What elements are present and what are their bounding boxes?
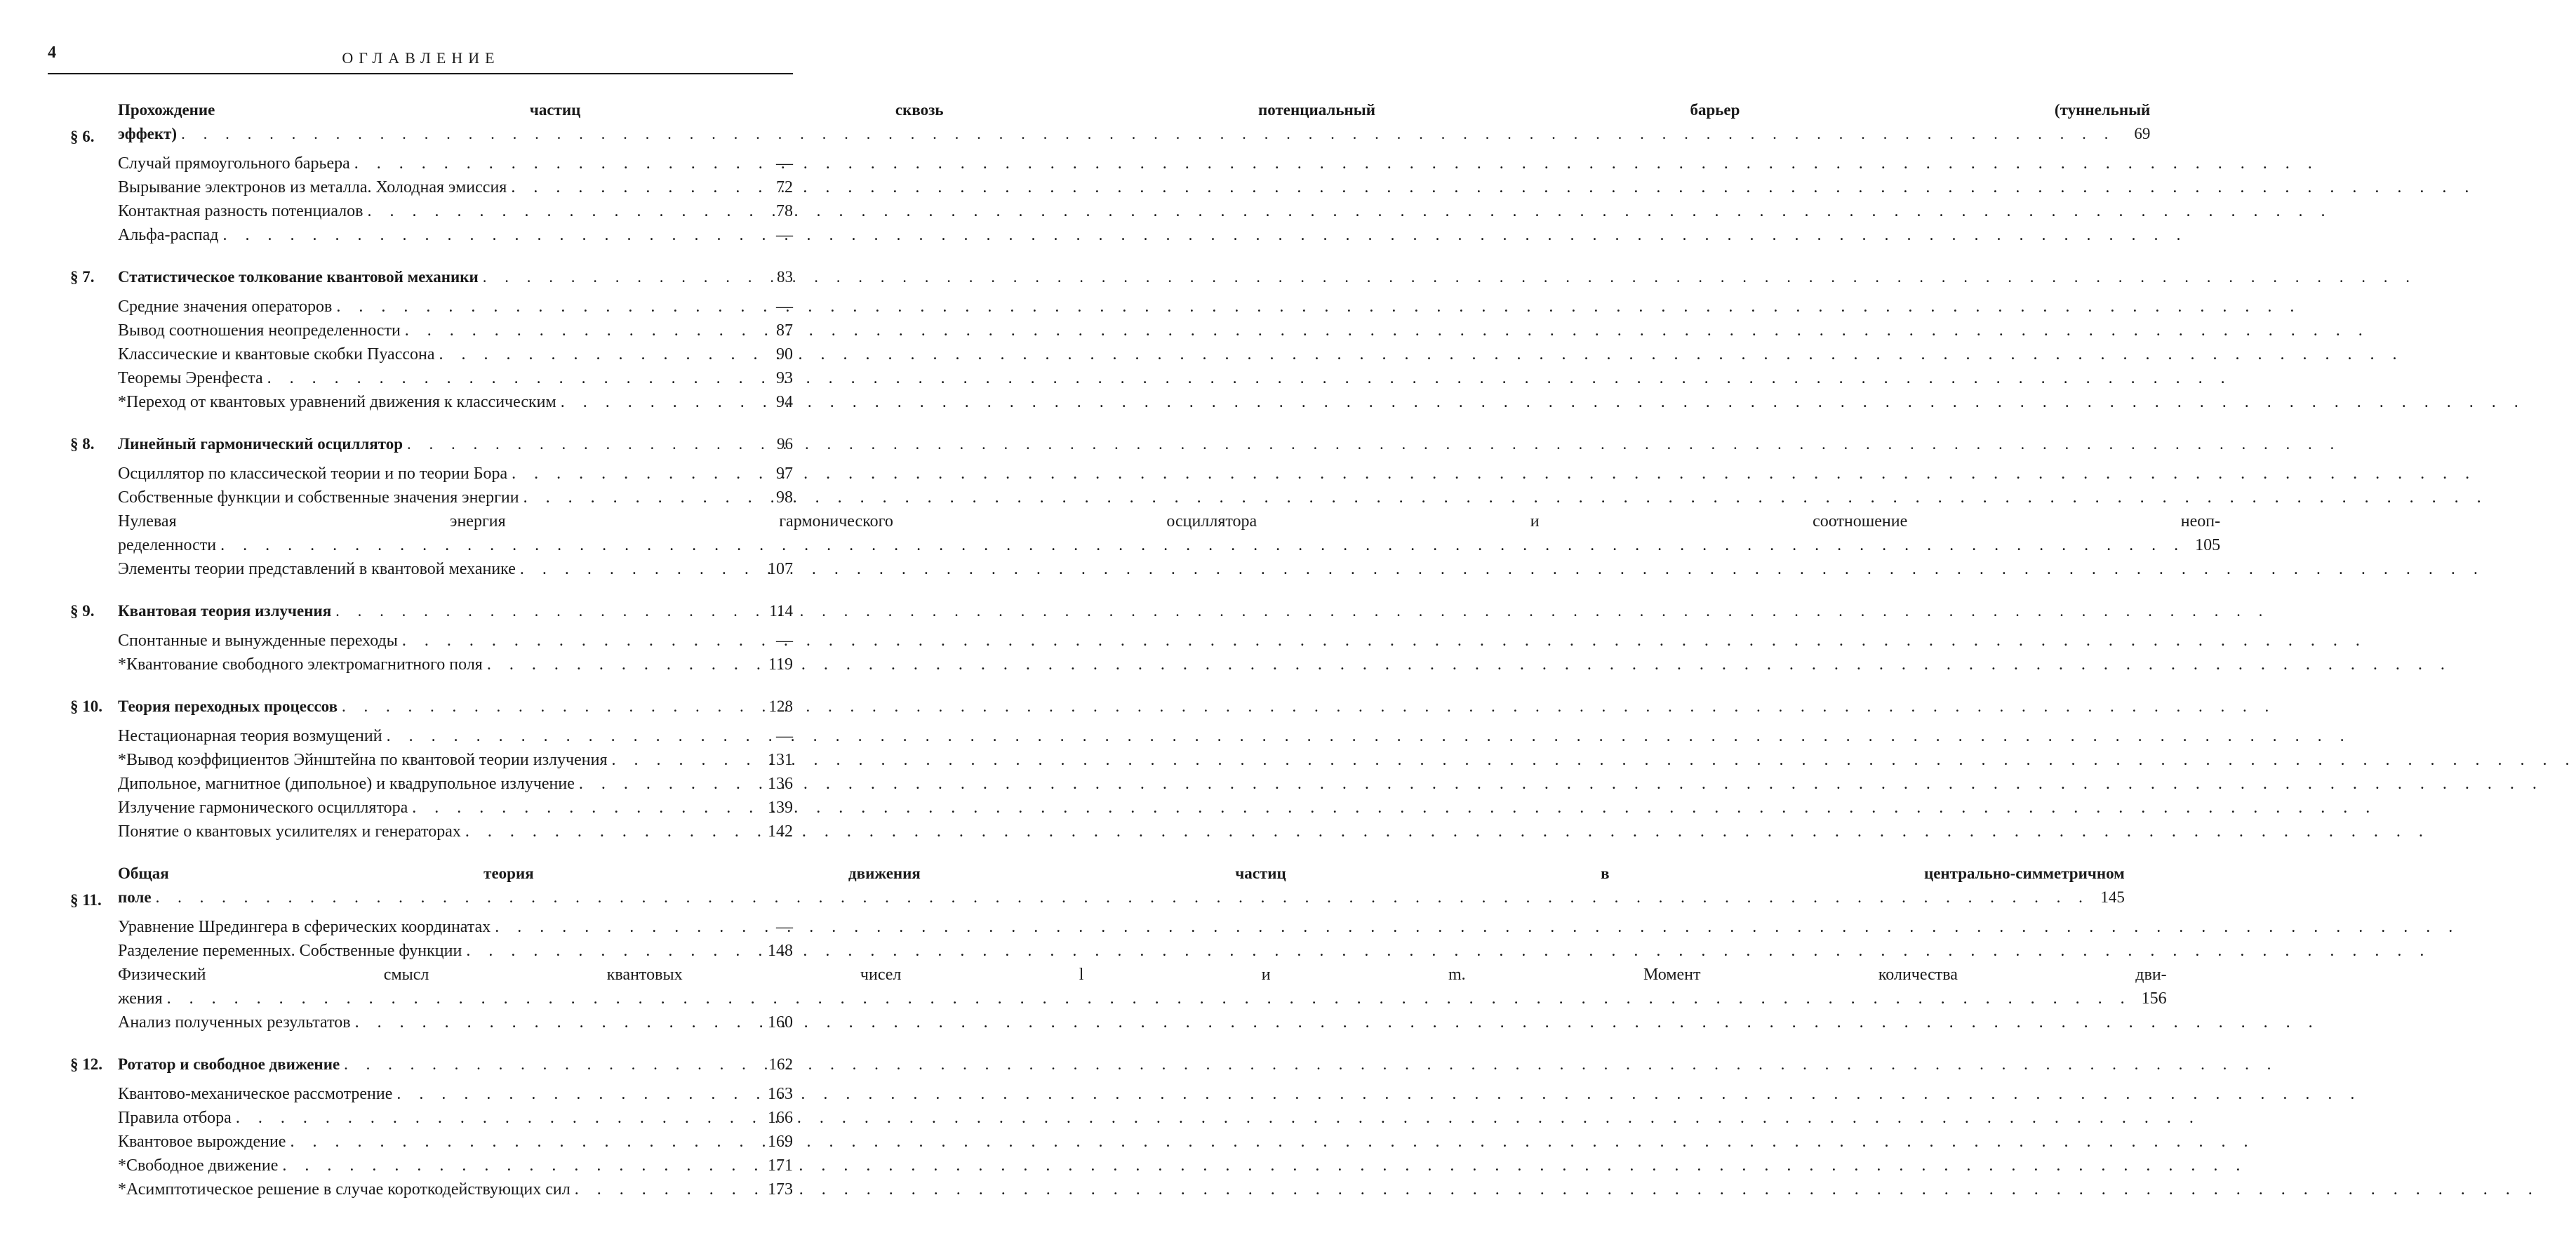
entry-page: 105 — [2195, 536, 2221, 554]
section-number: § 9. — [70, 602, 95, 620]
section-heading — [70, 599, 793, 623]
dot-leader — [575, 1178, 758, 1201]
toc-entry — [70, 653, 793, 676]
entry-page: 90 — [776, 345, 793, 363]
toc-entry — [70, 724, 793, 748]
entry-page: 87 — [776, 321, 793, 340]
toc-entry — [70, 152, 793, 175]
entry-title-line2 — [118, 533, 2220, 557]
dot-leader — [561, 390, 758, 414]
header-rule — [48, 73, 793, 74]
entry-page: 156 — [2141, 989, 2167, 1008]
entry-page: 173 — [768, 1180, 793, 1199]
running-head: ОГЛАВЛЕНИЕ — [342, 49, 500, 67]
dot-leader — [342, 695, 758, 719]
entry-page: 166 — [768, 1109, 793, 1127]
dot-leader — [387, 724, 758, 748]
toc-entry — [70, 748, 793, 772]
section-title: Линейный гармонический осциллятор — [118, 435, 403, 453]
toc-section — [70, 432, 2221, 581]
section-page: 114 — [769, 602, 793, 620]
dot-leader — [267, 366, 758, 390]
dot-leader — [520, 557, 758, 581]
dot-leader — [181, 122, 2115, 146]
dot-leader — [511, 175, 758, 199]
dot-leader — [495, 915, 758, 939]
toc-entry — [70, 462, 793, 486]
table-of-contents — [70, 98, 2221, 1220]
dot-leader — [167, 987, 2132, 1010]
section-number: § 7. — [70, 268, 95, 286]
entry-page: 93 — [776, 369, 793, 387]
toc-section — [70, 1053, 793, 1201]
entry-page: — — [776, 727, 793, 745]
section-heading — [70, 695, 793, 719]
section-number: § 12. — [70, 1055, 102, 1073]
toc-entry — [70, 342, 793, 366]
dot-leader — [402, 629, 758, 653]
dot-leader — [439, 342, 759, 366]
entry-title: Квантово-механическое рассмотрение — [118, 1085, 393, 1103]
entry-page: — — [776, 298, 793, 316]
entry-title: Дипольное, магнитное (дипольное) и квадрупольное излучение — [118, 775, 575, 793]
entry-page: 148 — [768, 942, 793, 960]
section-title-line1: Общая теория движения частиц в центрально-симметричном — [118, 865, 2125, 882]
entry-page: 163 — [768, 1085, 793, 1103]
toc-entry — [70, 366, 793, 390]
dot-leader — [487, 653, 758, 676]
entry-page: 119 — [768, 655, 793, 674]
section-title: Теория переходных процессов — [118, 698, 338, 715]
dot-leader — [282, 1154, 758, 1178]
section-number: § 10. — [70, 698, 102, 715]
entry-title-line2 — [118, 987, 2167, 1010]
entry-page: — — [776, 154, 793, 173]
entry-title — [118, 509, 2220, 557]
entry-title — [118, 963, 2167, 1010]
entry-title: Квантовое вырождение — [118, 1133, 286, 1151]
toc-entry — [70, 1178, 793, 1201]
section-title: Ротатор и свободное движение — [118, 1055, 340, 1073]
page-number: 4 — [48, 44, 56, 62]
entry-title-line2-text: жения — [118, 989, 163, 1008]
entry-title: Вывод соотношения неопределенности — [118, 321, 401, 340]
toc-section — [70, 599, 793, 676]
section-title-line2 — [118, 122, 2150, 146]
section-title: Статистическое толкование квантовой механики — [118, 268, 479, 286]
entry-page: 169 — [768, 1133, 793, 1151]
section-page: 69 — [2134, 125, 2151, 142]
toc-entry — [70, 557, 793, 581]
toc-entry — [70, 295, 793, 319]
entry-page: 107 — [768, 560, 793, 578]
section-page: 162 — [768, 1055, 793, 1073]
dot-leader — [512, 462, 758, 486]
entry-page: 131 — [768, 751, 793, 769]
entry-title-line1: Физический смысл квантовых чисел l и m. Момент количества дви- — [118, 966, 2167, 984]
entry-title: Нестационарная теория возмущений — [118, 727, 382, 745]
dot-leader — [368, 199, 759, 223]
section-title — [118, 862, 2125, 909]
entry-page: 72 — [776, 178, 793, 196]
toc-entry — [70, 629, 793, 653]
entry-title: *Свободное движение — [118, 1156, 279, 1175]
toc-entry — [70, 199, 793, 223]
entry-title: *Квантование свободного электромагнитного поля — [118, 655, 483, 674]
section-title-line1: Прохождение частиц сквозь потенциальный барьер (туннельный — [118, 101, 2151, 119]
section-page: 83 — [777, 268, 793, 286]
entry-title: Разделение переменных. Собственные функции — [118, 942, 462, 960]
dot-leader — [523, 486, 758, 509]
dot-leader — [335, 599, 758, 623]
entry-title: Элементы теории представлений в квантовой механике — [118, 560, 516, 578]
dot-leader — [396, 1082, 758, 1106]
dot-leader — [579, 772, 758, 796]
section-title-line2-text: эффект) — [118, 125, 178, 142]
entry-title: Теоремы Эренфеста — [118, 369, 263, 387]
entry-title: *Переход от квантовых уравнений движения к классическим — [118, 393, 556, 411]
dot-leader — [412, 796, 758, 820]
section-heading — [70, 98, 2151, 146]
toc-entry — [70, 1154, 793, 1178]
toc-entry — [70, 390, 793, 414]
dot-leader — [466, 939, 758, 963]
entry-title: Анализ полученных результатов — [118, 1013, 351, 1032]
entry-page: 142 — [768, 822, 793, 841]
entry-title: Осциллятор по классической теории и по теории Бора — [118, 465, 508, 483]
section-page: 145 — [2100, 888, 2125, 906]
dot-leader — [336, 295, 758, 319]
dot-leader — [290, 1130, 758, 1154]
toc-section — [70, 862, 2167, 1034]
section-number: § 6. — [70, 128, 95, 145]
section-heading — [70, 1053, 793, 1076]
entry-title: *Асимптотическое решение в случае короткодействующих сил — [118, 1180, 570, 1199]
entry-page: — — [776, 226, 793, 244]
toc-entry — [70, 915, 793, 939]
toc-entry — [70, 1130, 793, 1154]
dot-leader — [344, 1053, 758, 1076]
entry-page: — — [776, 918, 793, 936]
toc-section — [70, 98, 2151, 247]
entry-title: *Вывод коэффициентов Эйнштейна по квантовой теории излучения — [118, 751, 608, 769]
entry-title: Альфа-распад — [118, 226, 219, 244]
section-title — [118, 98, 2150, 146]
dot-leader — [354, 152, 758, 175]
toc-entry — [70, 486, 793, 509]
entry-title-line2-text: ределенности — [118, 536, 217, 554]
toc-entry — [70, 1082, 793, 1106]
dot-leader — [236, 1106, 758, 1130]
toc-entry — [70, 1106, 793, 1130]
section-title-line2-text: поле — [118, 888, 152, 906]
toc-entry — [70, 509, 2221, 557]
toc-entry — [70, 319, 793, 342]
dot-leader — [220, 533, 2185, 557]
entry-page: 78 — [776, 202, 793, 220]
entry-title: Случай прямоугольного барьера — [118, 154, 350, 173]
entry-title: Уравнение Шредингера в сферических координатах — [118, 918, 491, 936]
entry-title: Контактная разность потенциалов — [118, 202, 363, 220]
entry-page: 94 — [776, 393, 793, 411]
entry-title: Спонтанные и вынужденные переходы — [118, 632, 398, 650]
dot-leader — [355, 1010, 758, 1034]
toc-entry — [70, 820, 793, 843]
section-heading — [70, 432, 793, 456]
section-page: 96 — [777, 435, 793, 453]
toc-entry — [70, 223, 793, 247]
entry-title: Правила отбора — [118, 1109, 232, 1127]
section-number: § 11. — [70, 891, 102, 909]
entry-page: 171 — [768, 1156, 793, 1175]
dot-leader — [156, 886, 2090, 909]
toc-section — [70, 695, 793, 843]
section-heading — [70, 265, 793, 289]
dot-leader — [483, 265, 758, 289]
entry-title: Вырывание электронов из металла. Холодная эмиссия — [118, 178, 507, 196]
entry-title: Средние значения операторов — [118, 298, 333, 316]
entry-page: 97 — [776, 465, 793, 483]
toc-entry — [70, 796, 793, 820]
section-page: 128 — [768, 698, 793, 715]
dot-leader — [405, 319, 758, 342]
entry-title: Излучение гармонического осциллятора — [118, 799, 408, 817]
dot-leader — [407, 432, 758, 456]
section-heading — [70, 862, 2125, 909]
toc-entry — [70, 1010, 793, 1034]
dot-leader — [611, 748, 758, 772]
dot-leader — [465, 820, 758, 843]
entry-title-line1: Нулевая энергия гармонического осциллятора и соотношение неоп- — [118, 512, 2221, 531]
entry-title: Классические и квантовые скобки Пуассона — [118, 345, 435, 363]
toc-section — [70, 265, 793, 414]
entry-page: 160 — [768, 1013, 793, 1032]
section-number: § 8. — [70, 435, 95, 453]
entry-title: Собственные функции и собственные значения энергии — [118, 488, 519, 507]
entry-page: 139 — [768, 799, 793, 817]
section-title: Квантовая теория излучения — [118, 602, 332, 620]
dot-leader — [222, 223, 758, 247]
toc-entry — [70, 939, 793, 963]
entry-page: 98 — [776, 488, 793, 507]
toc-entry — [70, 772, 793, 796]
section-title-line2 — [118, 886, 2125, 909]
entry-page: 136 — [768, 775, 793, 793]
entry-title: Понятие о квантовых усилителях и генераторах — [118, 822, 461, 841]
toc-entry — [70, 963, 2167, 1010]
toc-entry — [70, 175, 793, 199]
entry-page: — — [776, 632, 793, 650]
